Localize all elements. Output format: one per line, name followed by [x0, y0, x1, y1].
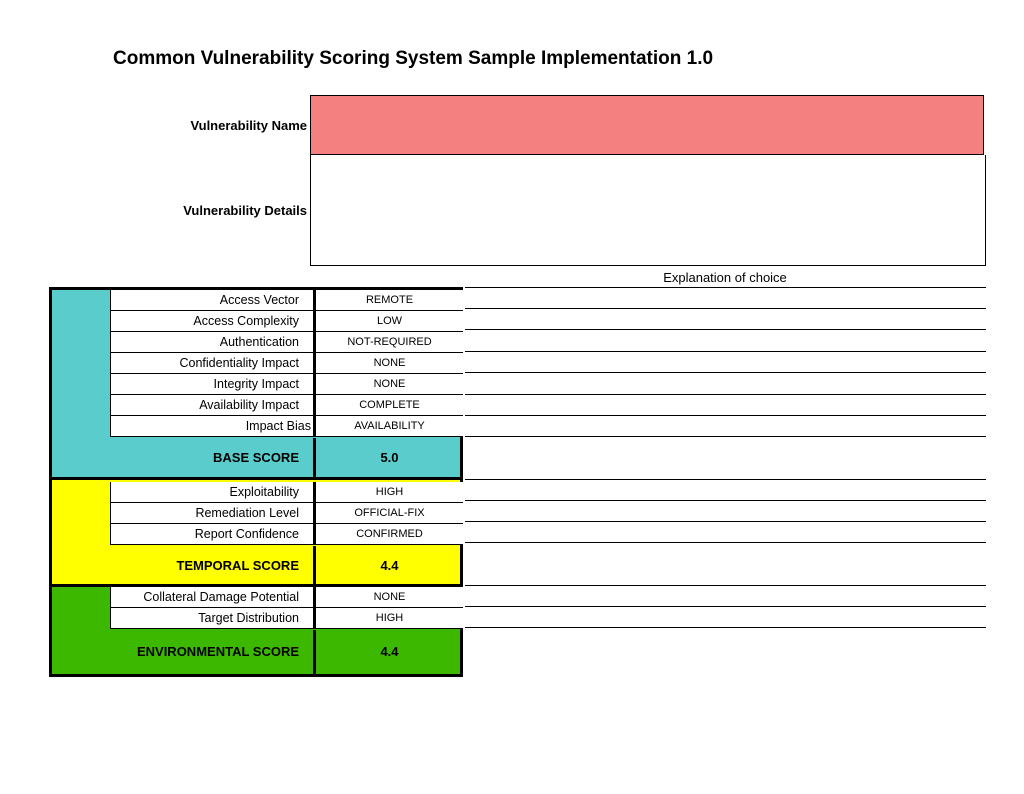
base-score-row	[52, 438, 460, 477]
vulnerability-name-field[interactable]	[310, 95, 984, 155]
vulnerability-name-label: Vulnerability Name	[190, 118, 307, 133]
temporal-row	[110, 503, 460, 524]
explanation-line	[465, 627, 986, 628]
metric-value[interactable]: HIGH	[313, 608, 463, 629]
environmental-score-row	[52, 630, 460, 674]
metric-name: Integrity Impact	[110, 374, 313, 395]
page-title: Common Vulnerability Scoring System Sample Implementation 1.0	[113, 48, 714, 69]
temporal-row	[110, 524, 460, 545]
explanation-line	[465, 329, 986, 330]
temporal-score-value: 4.4	[313, 546, 463, 585]
explanation-header: Explanation of choice	[663, 270, 787, 285]
metric-name: Exploitability	[110, 482, 313, 503]
environmental-row	[110, 587, 460, 608]
metric-value[interactable]: AVAILABILITY	[313, 416, 463, 437]
metric-value[interactable]: NONE	[313, 587, 463, 608]
metric-value[interactable]: CONFIRMED	[313, 524, 463, 545]
metric-value[interactable]: NONE	[313, 353, 463, 374]
temporal-score-row	[52, 546, 460, 585]
explanation-line	[465, 500, 986, 501]
base-metrics-block	[49, 287, 463, 480]
environmental-metrics-block	[49, 584, 463, 677]
explanation-line	[465, 415, 986, 416]
metric-value[interactable]: NONE	[313, 374, 463, 395]
explanation-line	[465, 521, 986, 522]
metric-name: Access Complexity	[110, 311, 313, 332]
base-row	[110, 332, 460, 353]
metric-value[interactable]: OFFICIAL-FIX	[313, 503, 463, 524]
explanation-line	[465, 436, 986, 437]
vulnerability-details-field[interactable]	[310, 155, 986, 266]
base-score-value: 5.0	[313, 438, 463, 477]
metric-name: Access Vector	[110, 290, 313, 311]
metric-name: Report Confidence	[110, 524, 313, 545]
metric-value[interactable]: REMOTE	[313, 290, 463, 311]
metric-name: Availability Impact	[110, 395, 313, 416]
metric-name: Remediation Level	[110, 503, 313, 524]
temporal-metrics-block	[49, 477, 463, 587]
base-row	[110, 395, 460, 416]
environmental-score-label: ENVIRONMENTAL SCORE	[136, 644, 299, 659]
base-row	[110, 290, 460, 311]
explanation-line	[465, 585, 986, 586]
environmental-row	[110, 608, 460, 629]
metric-value[interactable]: NOT-REQUIRED	[313, 332, 463, 353]
temporal-score-label: TEMPORAL SCORE	[176, 558, 299, 573]
base-score-label: BASE SCORE	[213, 450, 299, 465]
explanation-line	[465, 351, 986, 352]
explanation-line	[465, 287, 986, 288]
explanation-line	[465, 308, 986, 309]
metric-name: Impact Bias	[110, 416, 313, 437]
metric-name: Collateral Damage Potential	[110, 587, 313, 608]
explanation-line	[465, 606, 986, 607]
explanation-line	[465, 542, 986, 543]
metric-value[interactable]: HIGH	[313, 482, 463, 503]
base-row	[110, 353, 460, 374]
vulnerability-details-label: Vulnerability Details	[183, 203, 307, 218]
metric-name: Confidentiality Impact	[110, 353, 313, 374]
metric-name: Authentication	[110, 332, 313, 353]
base-row	[110, 416, 460, 437]
environmental-score-value: 4.4	[313, 630, 463, 674]
explanation-line	[465, 479, 986, 480]
explanation-line	[465, 394, 986, 395]
explanation-line	[465, 372, 986, 373]
base-row	[110, 311, 460, 332]
temporal-row	[110, 482, 460, 503]
metric-value[interactable]: LOW	[313, 311, 463, 332]
metric-name: Target Distribution	[110, 608, 313, 629]
base-row	[110, 374, 460, 395]
metric-value[interactable]: COMPLETE	[313, 395, 463, 416]
